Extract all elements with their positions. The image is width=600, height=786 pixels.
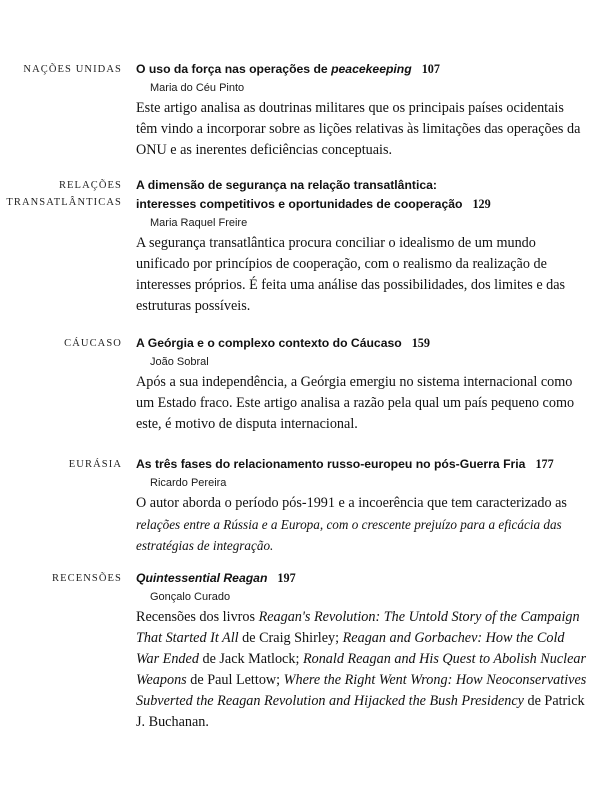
article-author: Maria do Céu Pinto <box>150 82 245 94</box>
book-title: Where the Right Went Wrong: How Neoconservatives Subverted the Reagan Revolution and Hijacked the Bush Presidency <box>136 672 587 709</box>
abstract-line: relações entre a Rússia e a Europa, com o crescente prejuízo para a eficácia das <box>136 517 562 532</box>
article-abstract: Após a sua independência, a Geórgia emergiu no sistema internacional como um Estado fraco. Este artigo analisa a razão pela qual um país pequeno como este, é motivo de disputa internacional. <box>136 374 575 432</box>
section-label: EURÁSIA <box>68 459 122 470</box>
book-title: Ronald Reagan and His Quest to Abolish Nuclear Weapons <box>136 651 587 688</box>
article-author: Ricardo Pereira <box>150 477 227 489</box>
page-number: 197 <box>277 571 296 585</box>
page-number: 107 <box>421 62 440 76</box>
article-author: João Sobral <box>150 356 209 368</box>
article-author: Gonçalo Curado <box>150 591 231 603</box>
article-title-line: A dimensão de segurança na relação transatlântica: <box>136 178 437 192</box>
article-abstract <box>136 493 588 556</box>
article-abstract: Este artigo analisa as doutrinas militares que os principais países ocidentais têm vindo a incorporar sobre as lições relativas às limitações das operações da ONU e as inerentes deficiências conceptuais. <box>136 100 581 158</box>
page-number: 159 <box>411 336 430 350</box>
section-label-line: RELAÇÕES <box>58 180 122 191</box>
section-label: RECENSÕES <box>52 573 122 584</box>
section-label <box>0 177 122 211</box>
article-title: Quintessential Reagan 197 <box>136 571 296 585</box>
article-author: Maria Raquel Freire <box>150 217 248 229</box>
article-title: As três fases do relacionamento russo-europeu no pós-Guerra Fria 177 <box>136 457 554 471</box>
article-abstract: Recensões dos livros Reagan's Revolution: The Untold Story of the Campaign That Started It All de Craig Shirley; Reagan and Gorbachev: How the Cold War Ended de Jack Matlock; Ronald Reagan and His Quest to Abolish Nuclear Weapons de Paul Lettow; Where the Right Went Wrong: How Neoconservatives Subverted the Reagan Revolution and Hijacked the Bush Presidency de Patrick J. Buchanan. <box>136 609 587 730</box>
article-title: O uso da força nas operações de peacekeeping 107 <box>136 62 440 76</box>
section-label-line: TRANSATLÂNTICAS <box>6 197 122 208</box>
abstract-line: estratégias de integração. <box>136 538 274 553</box>
article-abstract: A segurança transatlântica procura conciliar o idealismo de um mundo unificado por princípios de cooperação, com o realismo da realização de interesses próprios. É feita uma análise das possibilidades, dos limites e das estruturas possíveis. <box>136 235 566 314</box>
section-label: CÁUCASO <box>64 338 122 349</box>
page-number: 129 <box>472 197 491 211</box>
book-title: Reagan's Revolution: The Untold Story of the Campaign That Started It All <box>136 609 580 646</box>
article-title-italic: peacekeeping <box>331 62 412 76</box>
article-title: A Geórgia e o complexo contexto do Cáucaso 159 <box>136 336 430 350</box>
article-title-line: interesses competitivos e oportunidades de cooperação 129 <box>136 197 491 211</box>
abstract-line: O autor aborda o período pós-1991 e a incoerência que tem caracterizado as <box>136 495 567 511</box>
page-number: 177 <box>535 457 554 471</box>
section-label: NAÇÕES UNIDAS <box>23 64 122 75</box>
book-title: Reagan and Gorbachev: How the Cold War Ended <box>136 630 565 667</box>
